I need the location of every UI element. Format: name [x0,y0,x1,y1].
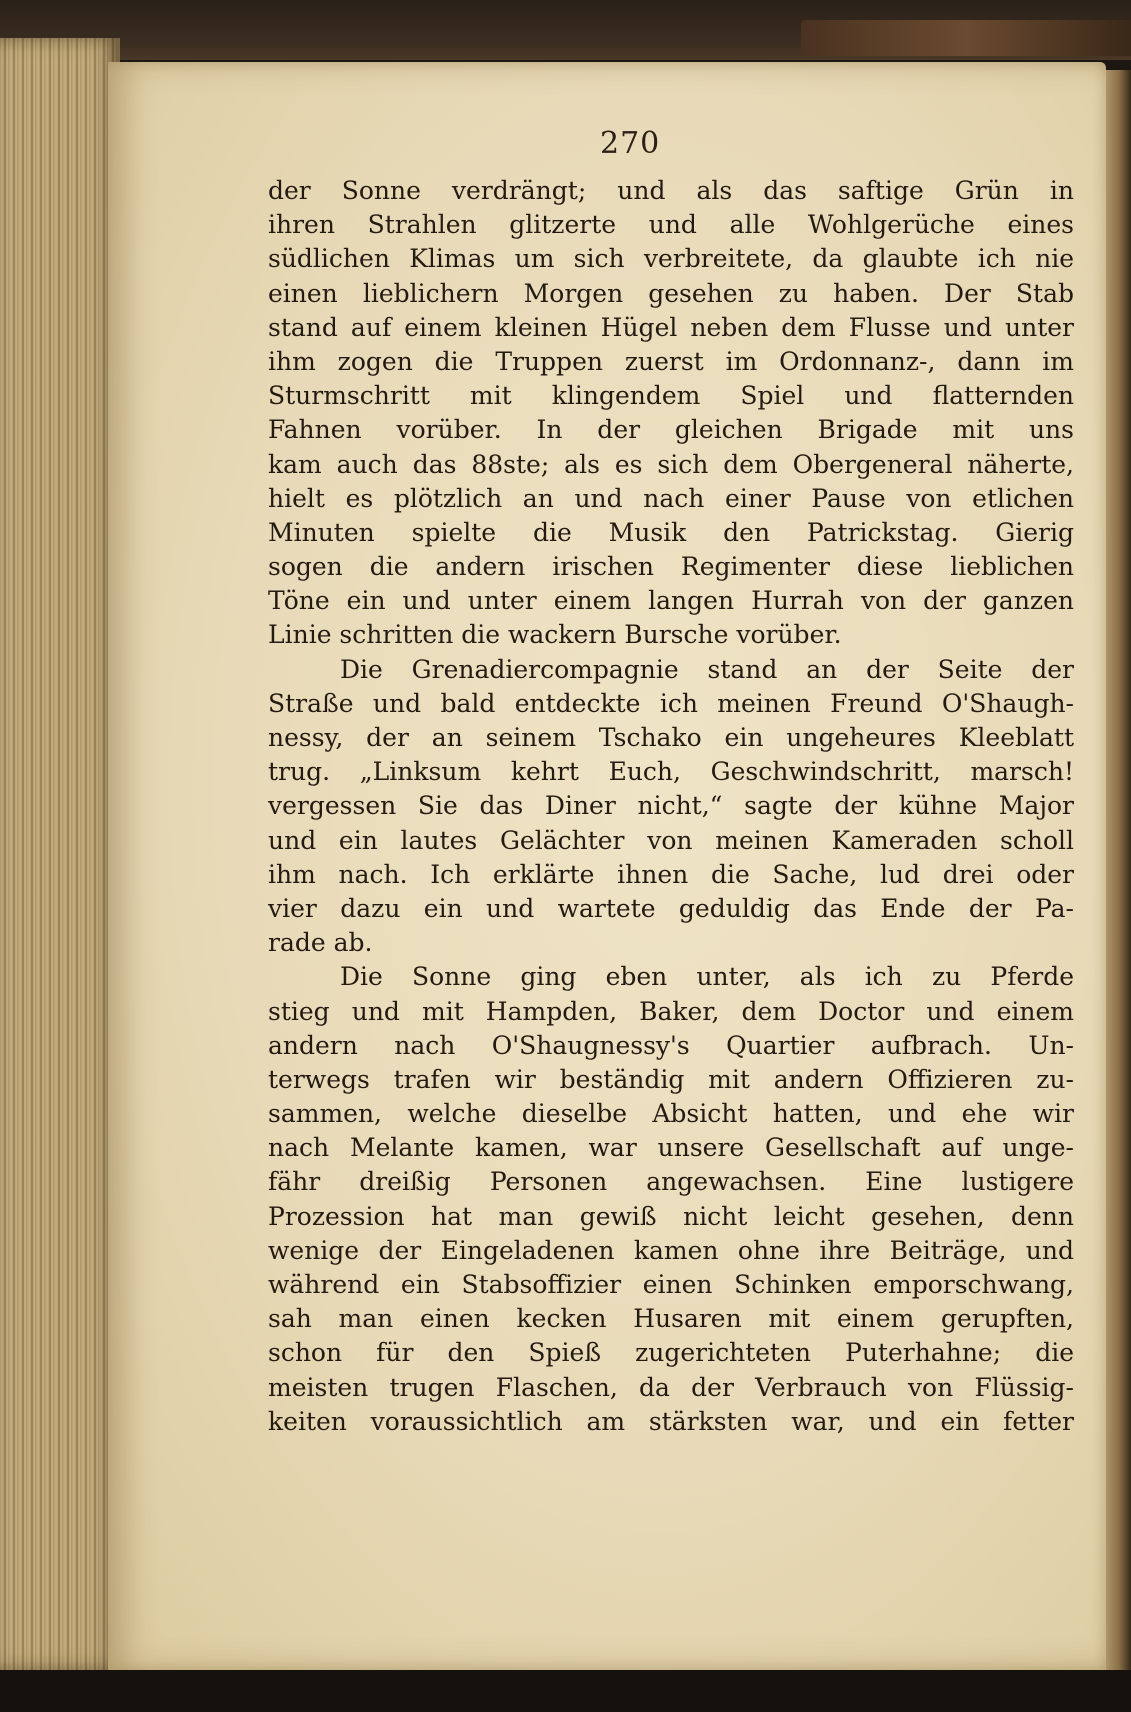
background-bottom [0,1670,1131,1712]
text-line: terwegs trafen wir beständig mit andern Offizieren zu- [268,1064,1074,1094]
text-line: ihm zogen die Truppen zuerst im Ordonnanz-, dann im [268,346,1074,376]
text-line: Die Grenadiercompagnie stand an der Seite der [340,654,1074,684]
text-line: nessy, der an seinem Tschako ein ungeheures Kleeblatt [268,723,1074,752]
body-text [268,174,1074,1439]
text-line: Prozession hat man gewiß nicht leicht gesehen, denn [268,1201,1074,1231]
text-line: vergessen Sie das Diner nicht,“ sagte der kühne Major [268,791,1074,821]
text-line: sammen, welche dieselbe Absicht hatten, und ehe wir [268,1099,1074,1129]
text-line: Sturmschritt mit klingendem Spiel und flatternden [268,381,1074,411]
text-line: meisten trugen Flaschen, da der Verbrauch von Flüssig- [268,1372,1074,1402]
text-line: während ein Stabsoffizier einen Schinken emporschwang, [268,1270,1074,1299]
text-line: Fahnen vorüber. In der gleichen Brigade mit uns [268,415,1074,445]
text-line: sogen die andern irischen Regimenter diese lieblichen [268,552,1074,582]
text-line: Linie schritten die wackern Bursche vorüber. [268,620,842,650]
page-stack-edges [0,38,120,1670]
text-line: Töne ein und unter einem langen Hurrah von der ganzen [268,586,1074,616]
text-line: und ein lautes Gelächter von meinen Kameraden scholl [268,825,1074,855]
text-line: stand auf einem kleinen Hügel neben dem Flusse und unter [268,312,1074,342]
text-line: einen lieblichern Morgen gesehen zu haben. Der Stab [268,278,1074,308]
text-line: nach Melante kamen, war unsere Gesellschaft auf unge- [268,1133,1074,1163]
text-line: Die Sonne ging eben unter, als ich zu Pferde [340,962,1074,992]
text-line: vier dazu ein und wartete geduldig das Ende der Pa- [268,893,1074,923]
text-line: Minuten spielte die Musik den Patrickstag. Gierig [268,517,1074,547]
text-line: sah man einen kecken Husaren mit einem gerupften, [268,1304,1074,1334]
text-line: trug. „Linksum kehrt Euch, Geschwindschritt, marsch! [268,757,1074,787]
text-line: der Sonne verdrängt; und als das saftige Grün in [268,176,1074,205]
text-line: ihren Strahlen glitzerte und alle Wohlgerüche eines [268,210,1074,240]
text-line: keiten voraussichtlich am stärksten war, und ein fetter [268,1406,1074,1436]
text-line: hielt es plötzlich an und nach einer Pause von etlichen [268,483,1074,513]
text-line: andern nach O'Shaugnessy's Quartier aufbrach. Un- [268,1030,1074,1060]
text-line: Straße und bald entdeckte ich meinen Freund O'Shaugh- [268,688,1074,718]
text-line: schon für den Spieß zugerichteten Puterhahne; die [268,1338,1074,1368]
text-line: ihm nach. Ich erklärte ihnen die Sache, lud drei oder [268,859,1074,889]
text-line: stieg und mit Hampden, Baker, dem Doctor und einem [268,996,1074,1026]
text-line: kam auch das 88ste; als es sich dem Obergeneral näherte, [268,449,1074,479]
cover-leather [801,20,1131,56]
page-number: 270 [600,126,661,161]
text-line: fähr dreißig Personen angewachsen. Eine lustigere [268,1167,1074,1197]
book-cover-top [0,0,1131,60]
text-line: wenige der Eingeladenen kamen ohne ihre Beiträge, und [268,1235,1074,1265]
text-line: rade ab. [268,928,373,958]
text-line: südlichen Klimas um sich verbreitete, da glaubte ich nie [268,244,1074,274]
